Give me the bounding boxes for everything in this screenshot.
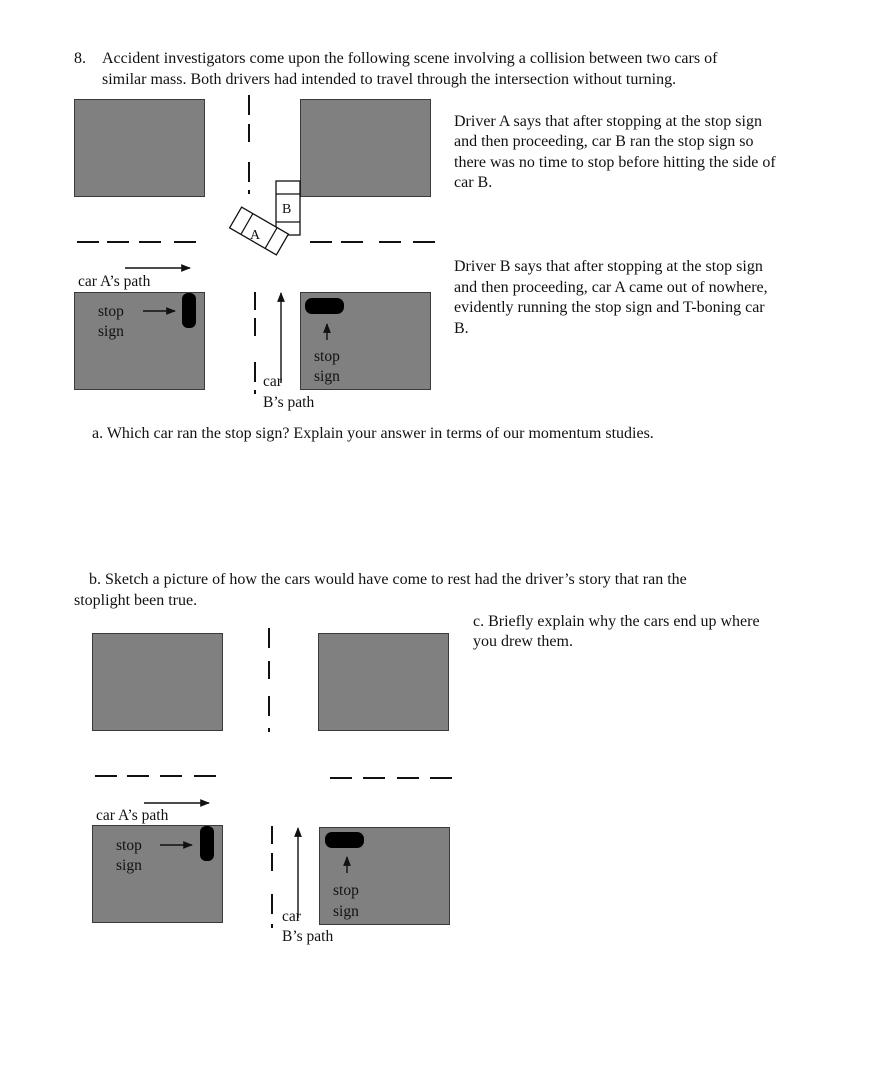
car-b-word: car — [282, 908, 301, 925]
car-b-word: car — [263, 373, 282, 390]
statement-line: car B. — [454, 174, 493, 191]
car-b-path-label: B’s path — [282, 928, 334, 945]
stop-sign-label-word2: sign — [333, 903, 359, 920]
question-a: a. Which car ran the stop sign? Explain your answer in terms of our momentum studies. — [92, 425, 654, 442]
car-b-path-label: B’s path — [263, 394, 315, 411]
stop-sign-label-word1: stop — [333, 882, 359, 899]
stop-sign-right — [325, 832, 364, 848]
stop-sign-label-word2: sign — [116, 857, 142, 874]
statement-line: B. — [454, 320, 469, 337]
statement-line: evidently running the stop sign and T-boning car — [454, 299, 765, 316]
statement-line: there was no time to stop before hitting the side of — [454, 154, 776, 171]
problem-number: 8. — [74, 50, 86, 67]
car-a-path-label: car A’s path — [96, 807, 169, 824]
problem-intro-line2: similar mass. Both drivers had intended to travel through the intersection without turning. — [102, 71, 677, 88]
question-b-line1: b. Sketch a picture of how the cars would have come to rest had the driver’s story that ran the — [89, 571, 687, 588]
question-c-line1: c. Briefly explain why the cars end up where — [473, 613, 760, 630]
stop-sign-label-word1: stop — [314, 348, 340, 365]
car-a-label: A — [250, 228, 261, 243]
statement-line: Driver B says that after stopping at the stop sign — [454, 258, 763, 275]
statement-line: Driver A says that after stopping at the stop sign — [454, 113, 762, 130]
stop-sign-label-word1: stop — [116, 837, 142, 854]
car-b-label: B — [282, 202, 292, 217]
problem-intro-line1: Accident investigators come upon the following scene involving a collision between two cars of — [102, 50, 718, 67]
stop-sign-label-word2: sign — [314, 368, 340, 385]
stop-sign-left — [200, 826, 214, 861]
question-b-line2: stoplight been true. — [74, 592, 198, 609]
statement-line: and then proceeding, car A came out of nowhere, — [454, 279, 768, 296]
stop-sign-label-word2: sign — [98, 323, 124, 340]
question-c-line2: you drew them. — [473, 633, 573, 650]
stop-sign-label-word1: stop — [98, 303, 124, 320]
statement-line: and then proceeding, car B ran the stop sign so — [454, 133, 754, 150]
car-a-path-label: car A’s path — [78, 273, 151, 290]
